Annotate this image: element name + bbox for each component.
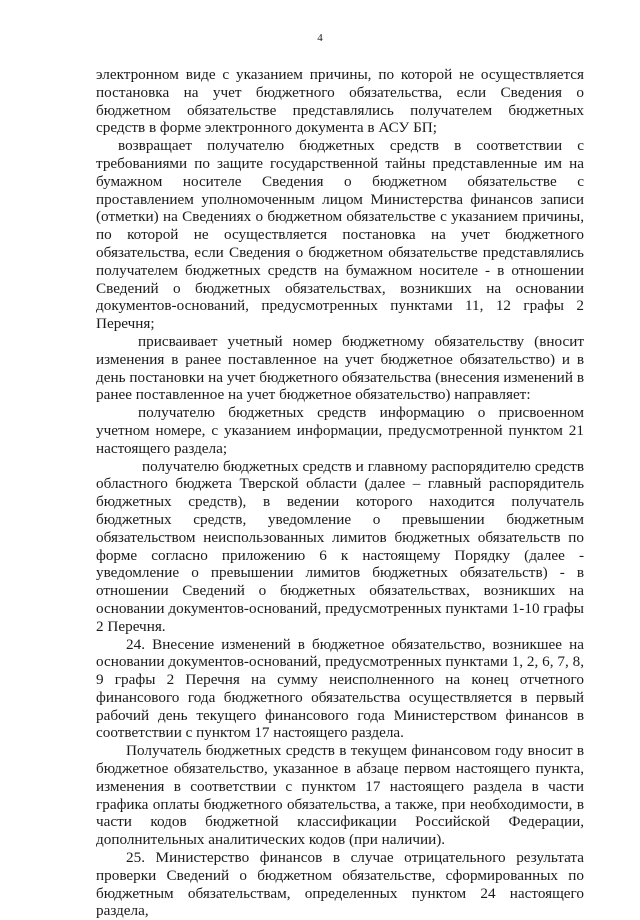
paragraph-8: 25. Министерство финансов в случае отрицательного результата проверки Сведений о бюджетном обязательстве, сформированных по бюджетным обязательствам, определенных пунктом 24 настоящего раздела, [96, 849, 584, 920]
paragraph-5: получателю бюджетных средств и главному распорядителю средств областного бюджета Тверской области (далее – главный распорядитель бюджетных средств), в ведении которого находится получатель бюджетных средств, уведомление о превышении бюджетным обязательством неиспользованных лимитов бюджетных обязательств по форме согласно приложению 6 к настоящему Порядку (далее - уведомление о превышении лимитов бюджетных обязательств) - в отношении Сведений о бюджетных обязательствах, возникших на основании документов-оснований, предусмотренных пунктами 1-10 графы 2 Перечня. [96, 457, 584, 635]
paragraph-1: электронном виде с указанием причины, по которой не осуществляется постановка на учет бюджетного обязательства, если Сведения о бюджетном обязательстве представлялись получателем бюджетных средств в форме электронного документа в АСУ БП; [96, 66, 584, 137]
paragraph-7: Получатель бюджетных средств в текущем финансовом году вносит в бюджетное обязательство, указанное в абзаце первом настоящего пункта, изменения в соответствии с пунктом 17 настоящего раздела в части графика оплаты бюджетного обязательства, а также, при необходимости, в части кодов бюджетной классификации Российской Федерации, дополнительных аналитических кодов (при наличии). [96, 742, 584, 849]
paragraph-6: 24. Внесение изменений в бюджетное обязательство, возникшее на основании документов-оснований, предусмотренных пунктами 1, 2, 6, 7, 8, 9 графы 2 Перечня на сумму неисполненного на конец отчетного финансового года бюджетного обязательства осуществляется в первый рабочий день текущего финансового года Министерством финансов в соответствии с пунктом 17 настоящего раздела. [96, 635, 584, 742]
document-body [96, 66, 584, 920]
paragraph-3: присваивает учетный номер бюджетному обязательству (вносит изменения в ранее поставленное на учет бюджетное обязательство) и в день постановки на учет бюджетного обязательства (внесения изменений в ранее поставленное на учет бюджетное обязательство) направляет: [96, 332, 584, 404]
page-number: 4 [317, 32, 323, 44]
paragraph-4: получателю бюджетных средств информацию о присвоенном учетном номере, с указанием информации, предусмотренной пунктом 21 настоящего раздела; [96, 404, 584, 457]
paragraph-2: возвращает получателю бюджетных средств в соответствии с требованиями по защите государственной тайны представленные им на бумажном носителе Сведения о бюджетном обязательстве с проставлением уполномоченным лицом Министерства финансов записи (отметки) на Сведениях о бюджетном обязательстве с указанием причины, по которой не осуществляется постановка на учет бюджетного обязательства, если Сведения о бюджетном обязательстве представлялись получателем бюджетных средств на бумажном носителе - в отношении Сведений о бюджетных обязательствах, возникших на основании документов-оснований, предусмотренных пунктами 11, 12 графы 2 Перечня; [96, 137, 584, 333]
